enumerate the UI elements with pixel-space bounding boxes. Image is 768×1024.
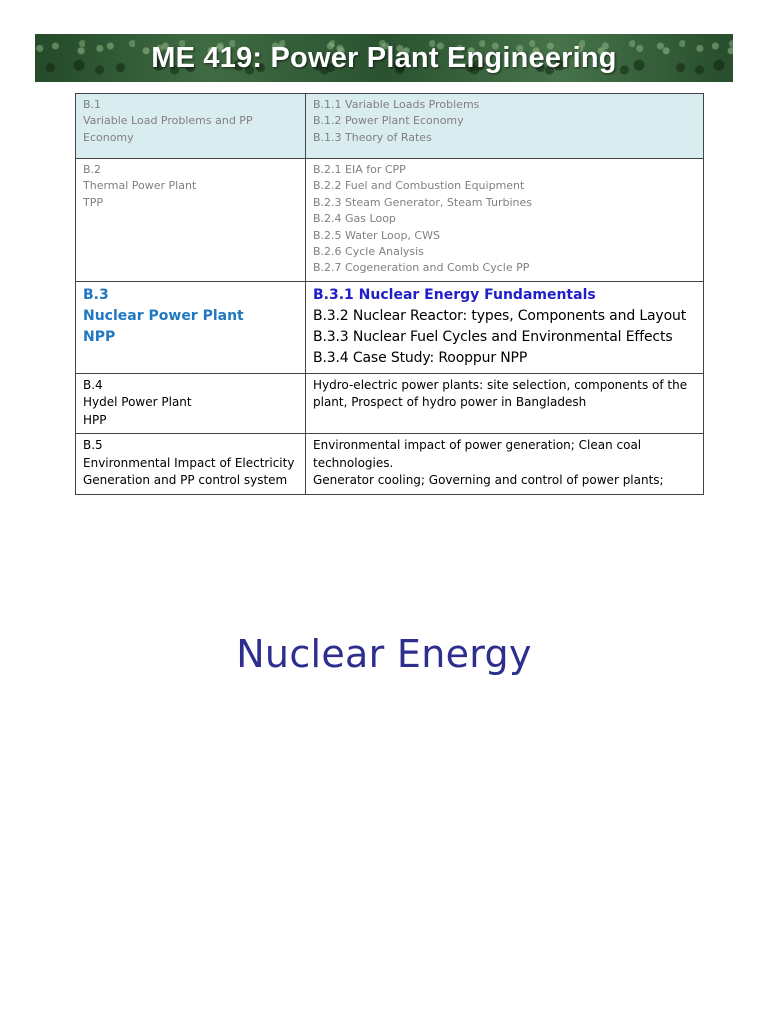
subtopic: B.2.1 EIA for CPP — [313, 163, 406, 176]
table-row-b2 — [76, 159, 704, 282]
subtopic-description: Hydro-electric power plants: site selection, components of the plant, Prospect of hydro power in Bangladesh — [313, 377, 688, 410]
topic-code: B.5 — [83, 438, 103, 453]
subtopics-cell — [306, 159, 704, 282]
subtopic: B.2.6 Cycle Analysis — [313, 245, 424, 259]
topic-name: Variable Load Problems and PP — [83, 114, 253, 128]
table-row-b4 — [76, 373, 704, 434]
subtopic: B.2.4 Gas Loop — [313, 212, 396, 226]
topic-code: B.4 — [83, 377, 103, 392]
topic-abbreviation: HPP — [83, 412, 107, 427]
subtopic: B.2.2 Fuel and Combustion Equipment — [313, 179, 525, 193]
topic-name: Thermal Power Plant — [83, 179, 197, 193]
topic-abbreviation: NPP — [83, 328, 116, 345]
subtopics-cell — [306, 281, 704, 373]
subtopic: B.1.1 Variable Loads Problems — [313, 98, 480, 111]
section-title: Nuclear Energy — [236, 632, 532, 676]
subtopics-cell — [306, 373, 704, 434]
subtopic: B.1.3 Theory of Rates — [313, 130, 432, 144]
topic-name: Generation and PP control system — [83, 473, 288, 488]
topic-code: B.1 — [83, 98, 102, 111]
topic-name: Hydel Power Plant — [83, 395, 192, 410]
topic-cell — [76, 373, 306, 434]
subtopic-description: Environmental impact of power generation; Clean coal technologies. — [313, 438, 642, 470]
topic-name: Environmental Impact of Electricity — [83, 455, 295, 470]
subtopics-cell — [306, 94, 704, 159]
topic-name: Economy — [83, 130, 134, 144]
table-row-b5 — [76, 434, 704, 495]
subtopic-description: Generator cooling; Governing and control of power plants; — [313, 473, 664, 488]
table-row-b3-current — [76, 281, 704, 373]
topic-cell — [76, 159, 306, 282]
subtopic-current: B.3.1 Nuclear Energy Fundamentals — [313, 286, 596, 303]
topic-cell — [76, 94, 306, 159]
table-row-b1 — [76, 94, 704, 159]
topic-abbreviation: TPP — [83, 195, 103, 209]
course-banner — [35, 34, 733, 82]
subtopic: B.2.5 Water Loop, CWS — [313, 228, 440, 242]
subtopic: B.3.3 Nuclear Fuel Cycles and Environmental Effects — [313, 328, 673, 345]
syllabus-table — [75, 93, 704, 495]
subtopic: B.3.2 Nuclear Reactor: types, Components and Layout — [313, 307, 687, 324]
subtopics-cell — [306, 434, 704, 495]
topic-cell — [76, 434, 306, 495]
topic-code: B.3 — [83, 286, 109, 303]
subtopic: B.2.7 Cogeneration and Comb Cycle PP — [313, 261, 530, 275]
topic-name: Nuclear Power Plant — [83, 307, 244, 324]
topic-cell — [76, 281, 306, 373]
course-title: ME 419: Power Plant Engineering — [151, 41, 617, 74]
topic-code: B.2 — [83, 163, 102, 176]
subtopic: B.2.3 Steam Generator, Steam Turbines — [313, 195, 532, 209]
subtopic: B.3.4 Case Study: Rooppur NPP — [313, 349, 528, 366]
subtopic: B.1.2 Power Plant Economy — [313, 114, 464, 128]
